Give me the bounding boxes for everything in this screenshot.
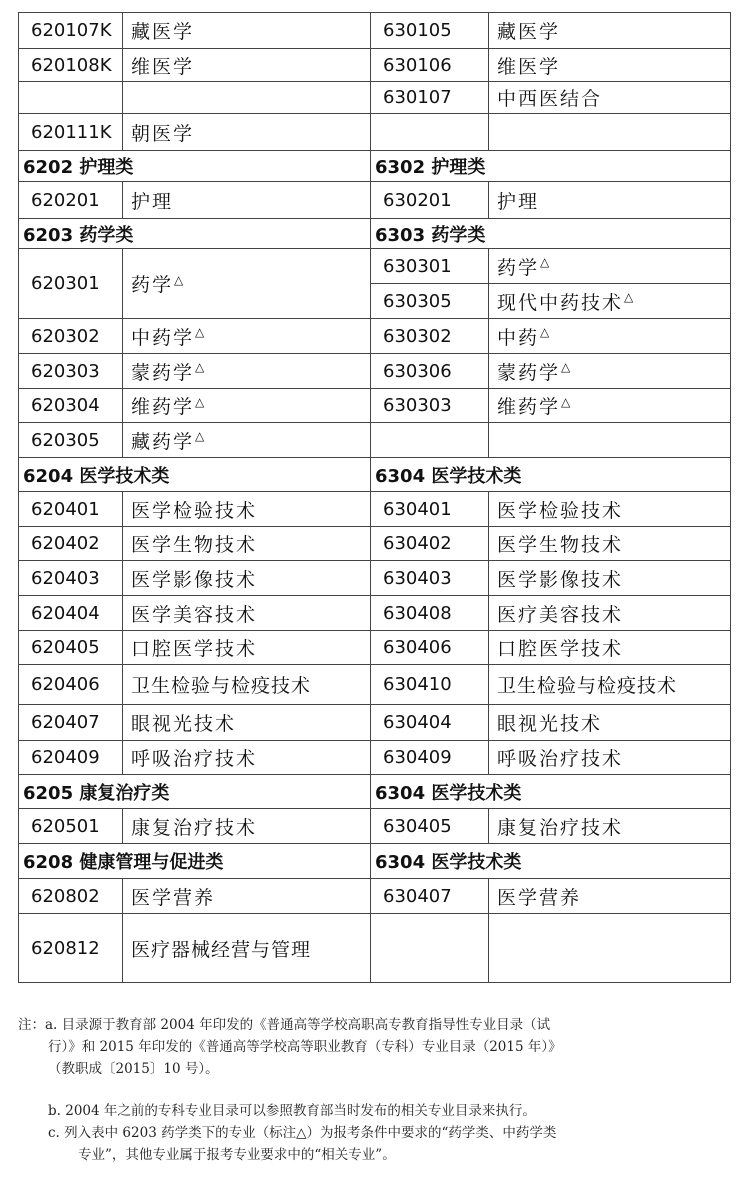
major-right: 医学检验技术 <box>489 492 731 527</box>
triangle-mark-icon: △ <box>624 290 636 305</box>
table-row <box>19 914 731 983</box>
category-header-row <box>19 151 731 182</box>
table-row <box>19 879 731 914</box>
table-row <box>19 13 731 49</box>
code-right: 630106 <box>371 49 489 82</box>
major-right: 维药学△ <box>489 389 731 423</box>
code-left: 620812 <box>19 914 123 983</box>
triangle-mark-icon: △ <box>195 429 207 444</box>
major-left: 卫生检验与检疫技术 <box>123 665 371 705</box>
triangle-mark-icon: △ <box>195 325 207 340</box>
note-c-line-1: c. 列入表中 6203 药学类下的专业（标注△）为报考条件中要求的“药学类、中药学类 <box>48 1125 557 1141</box>
code-right: 630107 <box>371 82 489 114</box>
category-right: 6304 医学技术类 <box>371 844 731 879</box>
major-left: 护理 <box>123 182 371 219</box>
triangle-mark-icon: △ <box>561 394 573 409</box>
category-right: 6302 护理类 <box>371 151 731 182</box>
code-right: 630404 <box>371 705 489 741</box>
table-row <box>19 389 731 423</box>
major-left: 维药学△ <box>123 389 371 423</box>
category-right: 6304 医学技术类 <box>371 775 731 809</box>
table-row <box>19 49 731 82</box>
major-right: 中药△ <box>489 319 731 354</box>
code-right: 630105 <box>371 13 489 49</box>
major-right: 医疗美容技术 <box>489 596 731 631</box>
code-right: 630402 <box>371 527 489 561</box>
triangle-mark-icon: △ <box>174 272 186 287</box>
code-left: 620108K <box>19 49 123 82</box>
code-left: 620407 <box>19 705 123 741</box>
major-right: 眼视光技术 <box>489 705 731 741</box>
major-right: 卫生检验与检疫技术 <box>489 665 731 705</box>
category-right: 6304 医学技术类 <box>371 458 731 492</box>
code-right: 630405 <box>371 809 489 844</box>
category-header-row <box>19 458 731 492</box>
major-left: 眼视光技术 <box>123 705 371 741</box>
code-right: 630305 <box>371 284 489 319</box>
major-left: 呼吸治疗技术 <box>123 741 371 775</box>
category-left: 6208 健康管理与促进类 <box>19 844 371 879</box>
table-row <box>19 561 731 596</box>
major-left: 医学生物技术 <box>123 527 371 561</box>
category-header-row <box>19 775 731 809</box>
triangle-mark-icon: △ <box>540 325 552 340</box>
major-right: 医学营养 <box>489 879 731 914</box>
table-row <box>19 527 731 561</box>
table-row <box>19 319 731 354</box>
code-left: 620303 <box>19 354 123 389</box>
major-right: 护理 <box>489 182 731 219</box>
code-left: 620111K <box>19 114 123 151</box>
code-left: 620402 <box>19 527 123 561</box>
major-left: 朝医学 <box>123 114 371 151</box>
triangle-mark-icon: △ <box>561 360 573 375</box>
code-right <box>371 114 489 151</box>
major-left: 蒙药学△ <box>123 354 371 389</box>
major-left: 康复治疗技术 <box>123 809 371 844</box>
note-c-line-2: 专业”，其他专业属于报考专业要求中的“相关专业”。 <box>78 1147 396 1163</box>
table-row <box>19 809 731 844</box>
table-row <box>19 492 731 527</box>
note-b-line: b. 2004 年之前的专科专业目录可以参照教育部当时发布的相关专业目录来执行。 <box>48 1103 536 1119</box>
major-left: 药学△ <box>123 249 371 319</box>
code-left: 620404 <box>19 596 123 631</box>
major-right: 现代中药技术△ <box>489 284 731 319</box>
code-left: 620304 <box>19 389 123 423</box>
category-left: 6203 药学类 <box>19 219 371 249</box>
category-right: 6303 药学类 <box>371 219 731 249</box>
code-right <box>371 423 489 458</box>
major-left: 医疗器械经营与管理 <box>123 914 371 983</box>
major-right <box>489 914 731 983</box>
code-left: 620802 <box>19 879 123 914</box>
code-right: 630408 <box>371 596 489 631</box>
major-right <box>489 423 731 458</box>
major-right: 藏医学 <box>489 13 731 49</box>
category-header-row <box>19 844 731 879</box>
code-right: 630303 <box>371 389 489 423</box>
code-right: 630410 <box>371 665 489 705</box>
major-right: 医学生物技术 <box>489 527 731 561</box>
code-right: 630401 <box>371 492 489 527</box>
major-right: 药学△ <box>489 249 731 284</box>
code-left: 620403 <box>19 561 123 596</box>
major-left: 口腔医学技术 <box>123 631 371 665</box>
note-a-line-2: 行）》和 2015 年印发的《普通高等学校高等职业教育（专科）专业目录（2015 年）》 <box>48 1039 562 1055</box>
code-left: 620405 <box>19 631 123 665</box>
major-left: 藏药学△ <box>123 423 371 458</box>
code-left: 620401 <box>19 492 123 527</box>
note-a-line-1: 注：a. 目录源于教育部 2004 年印发的《普通高等学校高职高专教育指导性专业目录（试 <box>18 1017 551 1033</box>
major-right: 医学影像技术 <box>489 561 731 596</box>
code-right: 630306 <box>371 354 489 389</box>
table-row <box>19 741 731 775</box>
table-row <box>19 114 731 151</box>
table-row <box>19 705 731 741</box>
major-left <box>123 82 371 114</box>
major-right <box>489 114 731 151</box>
major-left: 医学检验技术 <box>123 492 371 527</box>
major-right: 呼吸治疗技术 <box>489 741 731 775</box>
code-right: 630301 <box>371 249 489 284</box>
note-a <box>18 1014 738 1080</box>
code-left: 620107K <box>19 13 123 49</box>
code-left: 620406 <box>19 665 123 705</box>
table-row <box>19 596 731 631</box>
code-left: 620409 <box>19 741 123 775</box>
code-right: 630407 <box>371 879 489 914</box>
code-right <box>371 914 489 983</box>
table-row <box>19 249 731 284</box>
note-b <box>48 1100 738 1122</box>
triangle-mark-icon: △ <box>540 255 552 270</box>
note-a-line-3: （教职成〔2015〕10 号）。 <box>48 1061 219 1077</box>
major-right: 口腔医学技术 <box>489 631 731 665</box>
code-left: 620302 <box>19 319 123 354</box>
major-left: 医学美容技术 <box>123 596 371 631</box>
code-right: 630406 <box>371 631 489 665</box>
major-left: 维医学 <box>123 49 371 82</box>
code-right: 630409 <box>371 741 489 775</box>
table-row <box>19 423 731 458</box>
code-right: 630201 <box>371 182 489 219</box>
code-left: 620301 <box>19 249 123 319</box>
code-right: 630302 <box>371 319 489 354</box>
note-c <box>48 1122 738 1166</box>
triangle-mark-icon: △ <box>195 394 207 409</box>
table-row <box>19 82 731 114</box>
category-header-row <box>19 219 731 249</box>
category-left: 6204 医学技术类 <box>19 458 371 492</box>
major-right: 蒙药学△ <box>489 354 731 389</box>
category-left: 6205 康复治疗类 <box>19 775 371 809</box>
major-left: 医学影像技术 <box>123 561 371 596</box>
table-row <box>19 665 731 705</box>
table-row <box>19 182 731 219</box>
major-right: 维医学 <box>489 49 731 82</box>
major-left: 藏医学 <box>123 13 371 49</box>
code-left: 620201 <box>19 182 123 219</box>
major-right: 康复治疗技术 <box>489 809 731 844</box>
code-left: 620305 <box>19 423 123 458</box>
category-left: 6202 护理类 <box>19 151 371 182</box>
code-left: 620501 <box>19 809 123 844</box>
table-row <box>19 631 731 665</box>
code-left <box>19 82 123 114</box>
major-right: 中西医结合 <box>489 82 731 114</box>
triangle-mark-icon: △ <box>195 360 207 375</box>
code-right: 630403 <box>371 561 489 596</box>
major-mapping-table <box>18 12 731 983</box>
major-left: 医学营养 <box>123 879 371 914</box>
table-row <box>19 354 731 389</box>
major-left: 中药学△ <box>123 319 371 354</box>
